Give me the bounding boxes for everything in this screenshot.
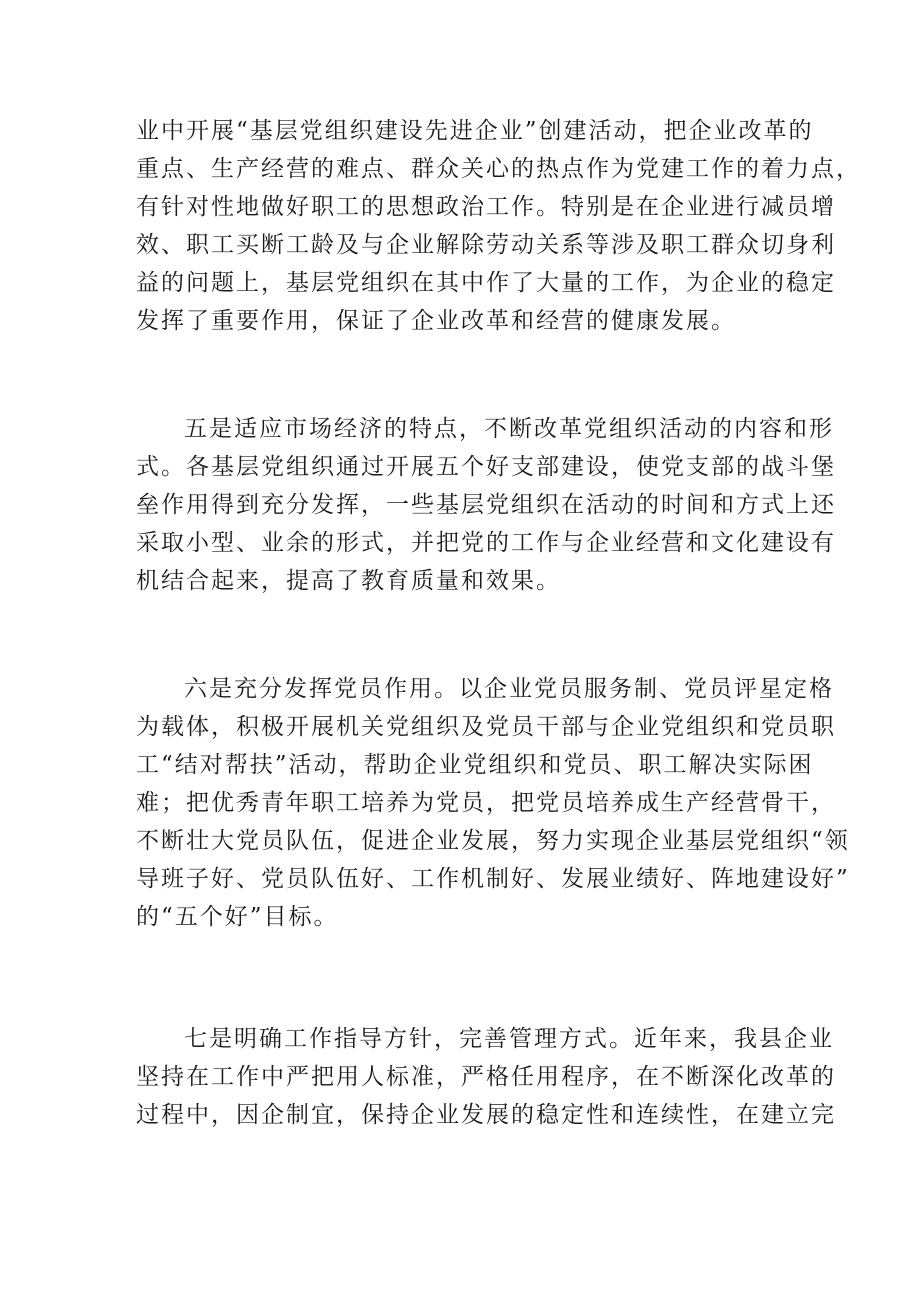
paragraph-seven — [136, 1020, 836, 1134]
text-line: 过程中，因企制宜，保持企业发展的稳定性和连续性，在建立完 — [136, 1102, 836, 1128]
text-line: 有针对性地做好职工的思想政治工作。特别是在企业进行减员增 — [136, 194, 836, 220]
text-line: 垒作用得到充分发挥，一些基层党组织在活动的时间和方式上还 — [136, 492, 836, 518]
text-line: 六是充分发挥党员作用。以企业党员服务制、党员评星定格 — [184, 676, 834, 702]
text-line: 坚持在工作中严把用人标准，严格任用程序，在不断深化改革的 — [136, 1064, 836, 1090]
text-line: 工“结对帮扶”活动，帮助企业党组织和党员、职工解决实际困 — [136, 752, 814, 778]
text-line: 采取小型、业余的形式，并把党的工作与企业经营和文化建设有 — [136, 530, 836, 556]
text-line: 重点、生产经营的难点、群众关心的热点作为党建工作的着力点， — [136, 156, 861, 182]
text-line: 业中开展“基层党组织建设先进企业”创建活动，把企业改革的 — [136, 118, 814, 144]
text-line: 发挥了重要作用，保证了企业改革和经营的健康发展。 — [136, 308, 736, 334]
text-line: 导班子好、党员队伍好、工作机制好、发展业绩好、阵地建设好” — [136, 866, 850, 892]
paragraph-six — [136, 670, 850, 936]
text-line: 五是适应市场经济的特点，不断改革党组织活动的内容和形 — [184, 416, 834, 442]
paragraph-five — [136, 410, 836, 600]
text-line: 效、职工买断工龄及与企业解除劳动关系等涉及职工群众切身利 — [136, 232, 836, 258]
paragraph-continuation — [136, 112, 861, 340]
text-line: 益的问题上，基层党组织在其中作了大量的工作，为企业的稳定 — [136, 270, 836, 296]
text-line: 的“五个好”目标。 — [136, 904, 339, 930]
text-line: 为载体，积极开展机关党组织及党员干部与企业党组织和党员职 — [136, 714, 836, 740]
text-line: 难；把优秀青年职工培养为党员，把党员培养成生产经营骨干， — [136, 790, 836, 816]
text-line: 七是明确工作指导方针，完善管理方式。近年来，我县企业 — [184, 1026, 834, 1052]
text-line: 不断壮大党员队伍，促进企业发展，努力实现企业基层党组织“领 — [136, 828, 850, 854]
text-line: 式。各基层党组织通过开展五个好支部建设，使党支部的战斗堡 — [136, 454, 836, 480]
text-line: 机结合起来，提高了教育质量和效果。 — [136, 568, 561, 594]
